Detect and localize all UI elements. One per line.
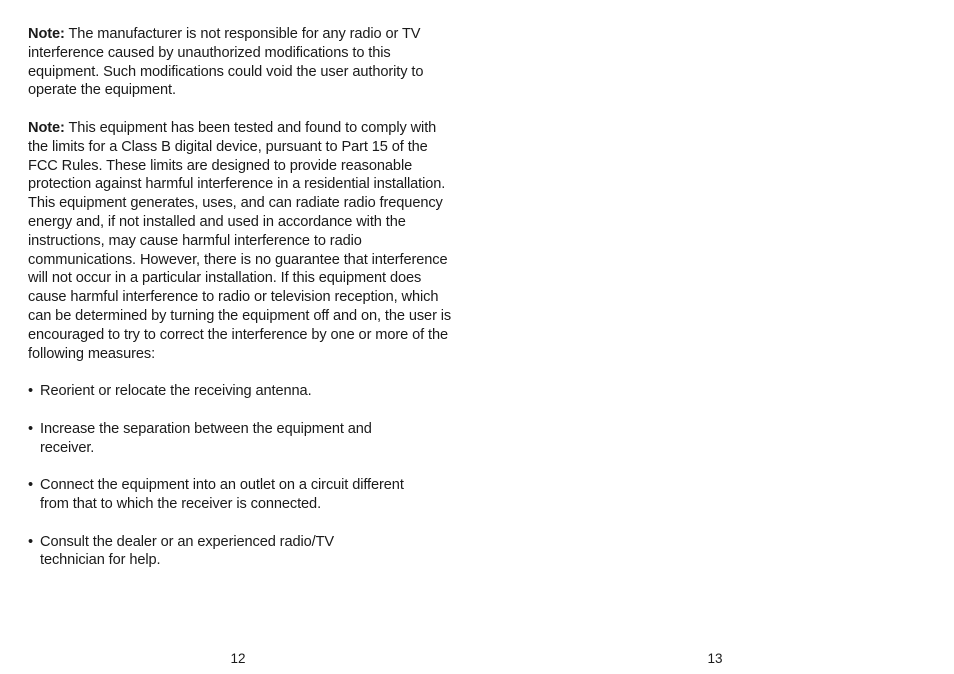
note-text: The manufacturer is not responsible for any radio or TV interference caused by unauthorized modifications to this equipment. Such modifications could void the user authority to operate the equipment. — [28, 26, 424, 99]
bullet-icon: • — [28, 477, 34, 494]
bullet-icon: • — [28, 420, 34, 437]
right-page — [477, 0, 954, 674]
list-item — [28, 420, 400, 458]
list-item-text: Reorient or relocate the receiving antenna. — [40, 383, 312, 400]
measures-list — [28, 382, 453, 570]
list-item-text: Connect the equipment into an outlet on a circuit different from that to which the receiver is connected. — [40, 477, 404, 512]
list-item — [28, 476, 415, 514]
left-page-content — [28, 25, 453, 570]
note-paragraph-1 — [28, 25, 453, 100]
list-item — [28, 533, 390, 571]
note-paragraph-2 — [28, 119, 453, 363]
note-text: This equipment has been tested and found to comply with the limits for a Class B digital device, pursuant to Part 15 of the FCC Rules. These limits are designed to provide reasonable protection against harmful interference in a residential installation. This equipment generates, uses, and can radiate radio frequency energy and, if not installed and used in accordance with the instructions, may cause harmful interference to radio communications. However, there is no guarantee that interference will not occur in a particular installation. If this equipment does cause harmful interference to radio or television reception, which can be determined by turning the equipment off and on, the user is encouraged to try to correct the interference by one or more of the following measures: — [28, 119, 452, 362]
list-item-text: Increase the separation between the equipment and receiver. — [40, 420, 372, 456]
page-number-left: 12 — [230, 651, 246, 666]
list-item — [28, 382, 453, 401]
bullet-icon: • — [28, 533, 34, 550]
page-number-right: 13 — [707, 651, 723, 666]
list-item-text: Consult the dealer or an experienced radio/TV technician for help. — [40, 533, 335, 569]
note-label: Note: — [28, 26, 65, 42]
bullet-icon: • — [28, 383, 34, 400]
note-label: Note: — [28, 119, 65, 136]
